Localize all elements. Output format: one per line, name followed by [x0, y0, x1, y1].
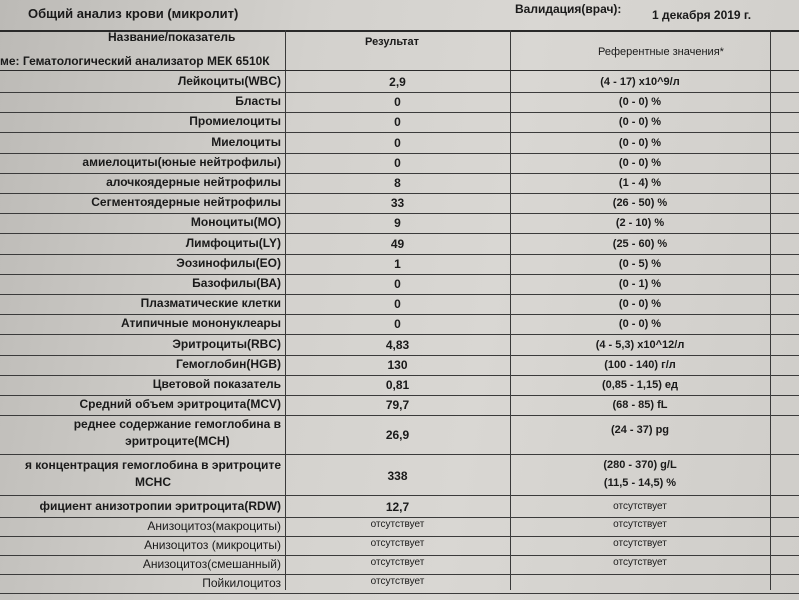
- table-row: [0, 172, 799, 194]
- row-result: 8: [394, 176, 401, 190]
- row-result: отсутствует: [370, 519, 425, 530]
- row-reference: отсутствует: [613, 501, 667, 512]
- row-result: 1: [394, 256, 401, 271]
- row-result: 0,81: [385, 378, 410, 392]
- table-row: [0, 517, 799, 537]
- row-reference: (0 - 1) %: [618, 278, 662, 290]
- row-name: Гемоглобин(HGB): [176, 356, 281, 371]
- column-header-name: Название/показатель: [108, 30, 236, 44]
- table-row: [0, 233, 799, 255]
- row-reference: отсутствует: [613, 519, 667, 530]
- row-result: 0: [394, 155, 401, 170]
- row-result: 0: [394, 115, 401, 130]
- row-reference: (25 - 60) %: [612, 237, 668, 250]
- row-result: 2,9: [389, 75, 406, 89]
- row-reference: отсутствует: [613, 557, 667, 568]
- table-row: [0, 192, 799, 214]
- row-reference: (0,85 - 1,15) ед: [601, 379, 679, 391]
- row-name: Бласты: [235, 94, 281, 109]
- row-result: 0: [394, 317, 401, 332]
- row-reference: (26 - 50) %: [612, 197, 668, 210]
- row-result: 0: [394, 277, 401, 291]
- row-reference: (0 - 0) %: [618, 298, 662, 311]
- report-title: Общий анализ крови (микролит): [28, 6, 239, 21]
- row-name-line: MCHC: [134, 475, 171, 489]
- row-name: алочкоядерные нейтрофилы: [106, 175, 281, 189]
- row-result: 338: [387, 469, 408, 483]
- table-row: [0, 273, 799, 295]
- row-result: 0: [394, 95, 401, 110]
- table-row: [0, 152, 799, 174]
- row-reference: (0 - 0) %: [618, 96, 662, 109]
- row-name: Базофилы(ВА): [192, 276, 281, 290]
- row-name: Лейкоциты(WBC): [177, 74, 281, 88]
- row-name: Плазматические клетки: [140, 296, 281, 311]
- row-name: Пойкилоцитоз: [202, 576, 281, 590]
- row-reference: (0 - 0) %: [618, 156, 662, 169]
- row-name: амиелоциты(юные нейтрофилы): [82, 154, 281, 169]
- row-name: Эозинофилы(ЕО): [176, 255, 281, 270]
- row-reference: отсутствует: [613, 538, 667, 549]
- row-name: Анизоцитоз (микроциты): [144, 538, 281, 552]
- table-row: [0, 71, 799, 93]
- row-result: 79,7: [385, 398, 410, 413]
- row-reference: (100 - 140) г/л: [604, 358, 676, 371]
- table-row: [0, 91, 799, 113]
- row-result: 4,83: [385, 337, 410, 352]
- row-name-line: эритроците(MCH): [125, 434, 230, 448]
- row-result: 130: [387, 357, 408, 372]
- row-name: Лимфоциты(LY): [185, 235, 281, 250]
- row-reference-secondary: (11,5 - 14,5) %: [603, 477, 677, 489]
- row-reference: (24 - 37) pg: [610, 424, 670, 436]
- row-name: [74, 416, 281, 450]
- row-name: фициент анизотропии эритроцита(RDW): [39, 499, 281, 513]
- table-row: [0, 132, 799, 154]
- table-row: [0, 536, 799, 556]
- table-row: [0, 212, 799, 234]
- row-name: [25, 457, 281, 491]
- column-header-reference: Референтные значения*: [598, 46, 724, 58]
- row-name: Миелоциты: [211, 134, 281, 149]
- report-date: 1 декабря 2019 г.: [652, 8, 752, 22]
- row-reference: (0 - 0) %: [618, 318, 662, 331]
- row-result: отсутствует: [370, 538, 425, 549]
- row-reference: (4 - 17) х10^9/л: [600, 76, 680, 88]
- table-row: [0, 354, 799, 376]
- row-reference: (4 - 5,3) х10^12/л: [595, 338, 685, 351]
- row-reference: (68 - 85) fL: [612, 399, 668, 412]
- table-row: [0, 574, 799, 594]
- row-name-line: я концентрация гемоглобина в эритроците: [24, 458, 281, 472]
- table-row-mchc: [0, 455, 799, 496]
- table-row: [0, 313, 799, 335]
- row-result: 26,9: [385, 428, 410, 442]
- row-result: 9: [394, 216, 401, 231]
- table-row: [0, 555, 799, 575]
- row-name: Моноциты(МО): [190, 215, 281, 230]
- row-name: Средний объем эритроцита(MCV): [79, 397, 281, 412]
- row-reference: (2 - 10) %: [615, 217, 665, 230]
- row-name: Сегментоядерные нейтрофилы: [91, 195, 281, 210]
- row-name: Цветовой показатель: [152, 377, 281, 391]
- table-row-mch: [0, 414, 799, 455]
- table-row: [0, 334, 799, 356]
- row-reference: (280 - 370) g/L: [603, 459, 677, 471]
- row-name-line: реднее содержание гемоглобина в: [73, 417, 281, 431]
- table-row: [0, 111, 799, 133]
- row-result: 33: [390, 196, 405, 211]
- row-name: Анизоцитоз(макроциты): [147, 519, 281, 533]
- row-reference: (1 - 4) %: [618, 177, 662, 189]
- row-result: 0: [394, 135, 401, 150]
- table-row: [0, 293, 799, 315]
- analyzer-info: ме: Гематологический анализатор МЕК 6510К: [0, 54, 270, 68]
- table-row: [0, 253, 799, 275]
- table-row-rdw: [0, 496, 799, 518]
- row-result: отсутствует: [370, 557, 425, 568]
- row-name: Анизоцитоз(смешанный): [142, 557, 281, 571]
- table-row: [0, 394, 799, 416]
- row-name: Эритроциты(RBC): [172, 336, 281, 351]
- validation-label: Валидация(врач):: [515, 2, 622, 16]
- row-reference: (0 - 0) %: [618, 116, 662, 129]
- row-result: отсутствует: [370, 576, 425, 587]
- row-result: 12,7: [385, 500, 410, 514]
- row-name: Атипичные мононуклеары: [121, 316, 281, 331]
- row-name: Промиелоциты: [189, 114, 281, 129]
- row-reference: (0 - 0) %: [618, 136, 662, 149]
- row-result: 0: [394, 297, 401, 312]
- table-row: [0, 374, 799, 396]
- row-result: 49: [390, 236, 405, 251]
- row-reference: (0 - 5) %: [618, 257, 662, 270]
- column-header-result: Результат: [365, 36, 420, 48]
